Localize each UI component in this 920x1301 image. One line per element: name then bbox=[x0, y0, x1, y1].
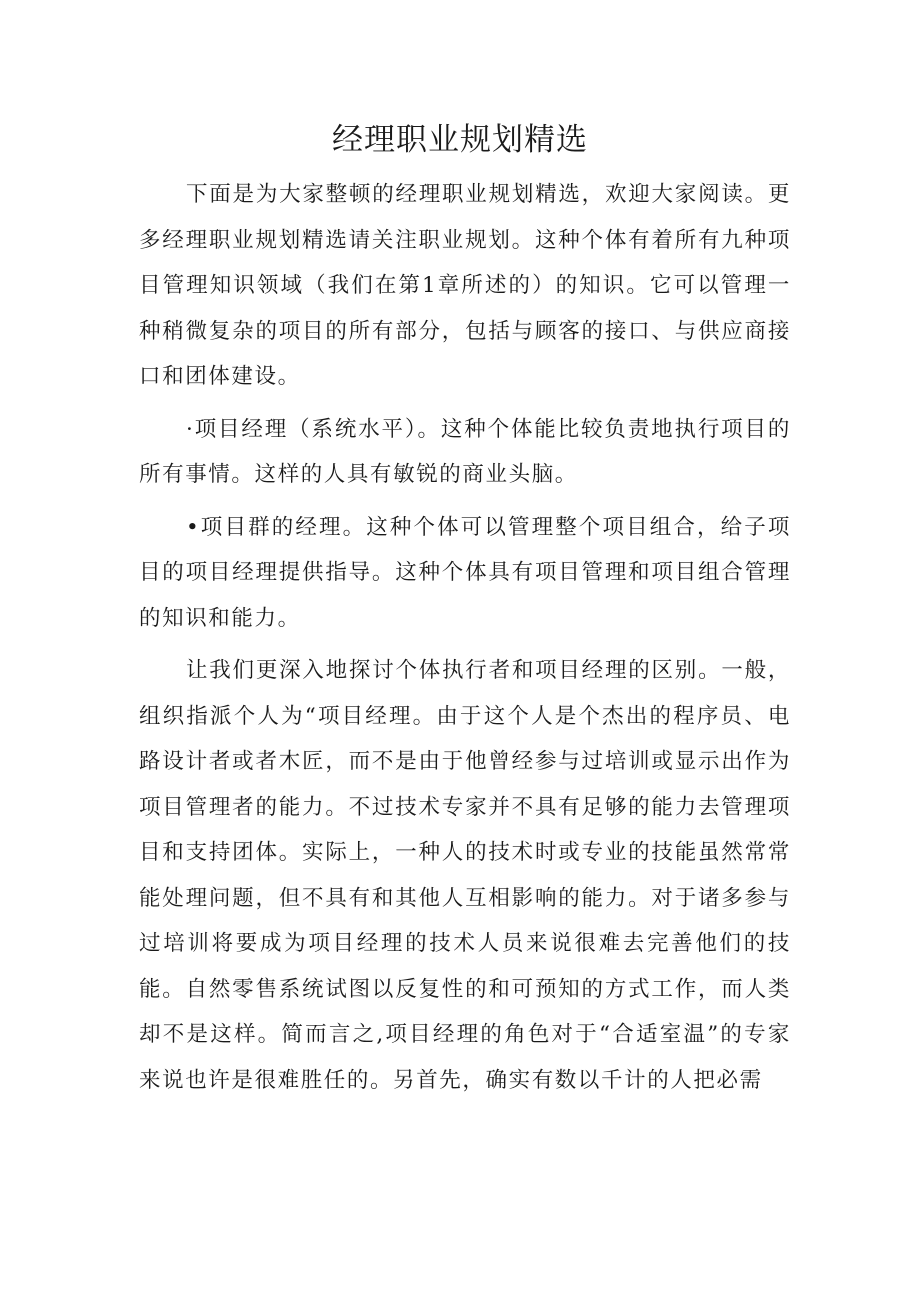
page-title: 经理职业规划精选 bbox=[332, 122, 588, 158]
paragraph-program-manager: •项目群的经理。这种个体可以管理整个项目组合，给子项目的项目经理提供指导。这种个体具有项目管理和项目组合管理的知识和能力。 bbox=[139, 514, 791, 631]
document-body bbox=[139, 172, 791, 1103]
paragraph-intro: 下面是为大家整顿的经理职业规划精选，欢迎大家阅读。更多经理职业规划精选请关注职业规划。这种个体有着所有九种项目管理知识领域（我们在第1章所述的）的知识。它可以管理一种稍微复杂的项目的所有部分，包括与顾客的接口、与供应商接口和团体建设。 bbox=[139, 182, 791, 389]
paragraph-project-manager: ·项目经理（系统水平）。这种个体能比较负责地执行项目的所有事情。这样的人具有敏锐的商业头脑。 bbox=[139, 416, 791, 487]
paragraph-discussion: 让我们更深入地探讨个体执行者和项目经理的区别。一般，组织指派个人为“项目经理。由于这个人是个杰出的程序员、电路设计者或者木匠，而不是由于他曾经参与过培训或显示出作为项目管理者的能力。不过技术专家并不具有足够的能力去管理项目和支持团体。实际上，一种人的技术时或专业的技能虽然常常能处理问题，但不具有和其他人互相影响的能力。对于诸多参与过培训将要成为项目经理的技术人员来说很难去完善他们的技能。自然零售系统试图以反复性的和可预知的方式工作，而人类却不是这样。简而言之,项目经理的角色对于“合适室温”的专家来说也许是很难胜任的。另首先，确实有数以千计的人把必需 bbox=[139, 658, 791, 1093]
